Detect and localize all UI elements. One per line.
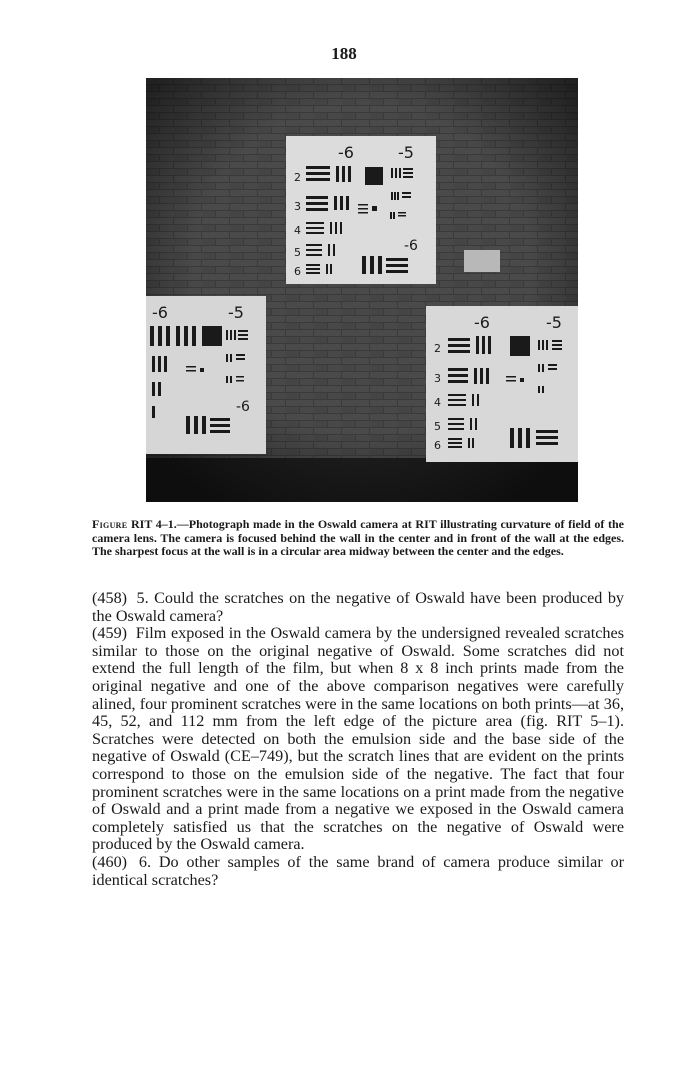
chart-right-right-number: -5 (546, 313, 562, 332)
page-number: 188 (331, 44, 357, 63)
test-chart-top (286, 136, 436, 284)
chart-right-row-number: 2 (434, 342, 441, 355)
test-chart-right (426, 306, 578, 462)
chart-left-bottom-number: -6 (236, 399, 250, 415)
paragraph-number: (459) (92, 624, 128, 643)
test-chart-left (146, 296, 266, 454)
chart-top-bottom-number: -6 (404, 238, 418, 254)
paragraph-text: 6. Do other samples of the same brand of camera produce similar or identical scratches? (92, 852, 625, 889)
chart-top-left-number: -6 (338, 143, 354, 162)
paragraph-text: Film exposed in the Oswald camera by the undersigned revealed scratches similar to those on the original negative of Oswald. Some scratches did not extend the full length of the film, but when 8 x 8 inch prints made from the original negative and one of the above comparison negatives were carefully alined, four prominent scratches were in the same locations on both prints—at 36, 45, 52, and 112 mm from the left edge of the picture area (fig. RIT 5–1). Scratches were detected on both the emulsion side and the base side of the negative of Oswald (CE–749), but the scratch lines that are evident on the prints correspond to those on the emulsion side of the negative. The fact that four prominent scratches were in the same locations on a print made from the negative of Oswald and a print made from a negative we exposed in the Oswald camera completely satisfied us that the scratches on the negative of Oswald were produced by the Oswald camera. (92, 624, 624, 854)
figure-photograph (146, 78, 578, 502)
chart-right-row-number: 6 (434, 439, 441, 452)
chart-right-row-number: 4 (434, 396, 441, 409)
figure-label: Figure (92, 517, 128, 531)
chart-top-row-number: 3 (294, 200, 301, 213)
chart-top-row-number: 5 (294, 246, 301, 259)
chart-left-right-number: -5 (228, 303, 244, 322)
figure-id: RIT 4–1. (130, 517, 177, 531)
paragraph-number: (458) (92, 589, 128, 607)
paragraph-number: (460) (92, 852, 128, 871)
figure-caption-text: —Photograph made in the Oswald camera at RIT illustrating curvature of field of the camera lens. The camera is focused behind the wall in the center and in front of the wall at the edges. The sharpest focus at the wall is in a circular area midway between the center and the edges. (92, 517, 625, 558)
paragraph-458 (92, 590, 624, 625)
chart-left-left-number: -6 (152, 303, 168, 322)
chart-right-left-number: -6 (474, 313, 490, 332)
chart-top-right-number: -5 (398, 143, 414, 162)
paragraph-459 (92, 625, 624, 854)
chart-right-row-number: 3 (434, 372, 441, 385)
chart-top-row-number: 4 (294, 224, 301, 237)
chart-top-row-number: 2 (294, 171, 301, 184)
chart-right-row-number: 5 (434, 420, 441, 433)
paragraph-460 (92, 854, 624, 889)
figure-caption (92, 518, 624, 559)
body-text (92, 590, 624, 889)
wall-placard (464, 250, 500, 272)
paragraph-text: 5. Could the scratches on the negative of Oswald have been produced by the Oswald camera? (92, 589, 625, 625)
chart-top-row-number: 6 (294, 265, 301, 278)
